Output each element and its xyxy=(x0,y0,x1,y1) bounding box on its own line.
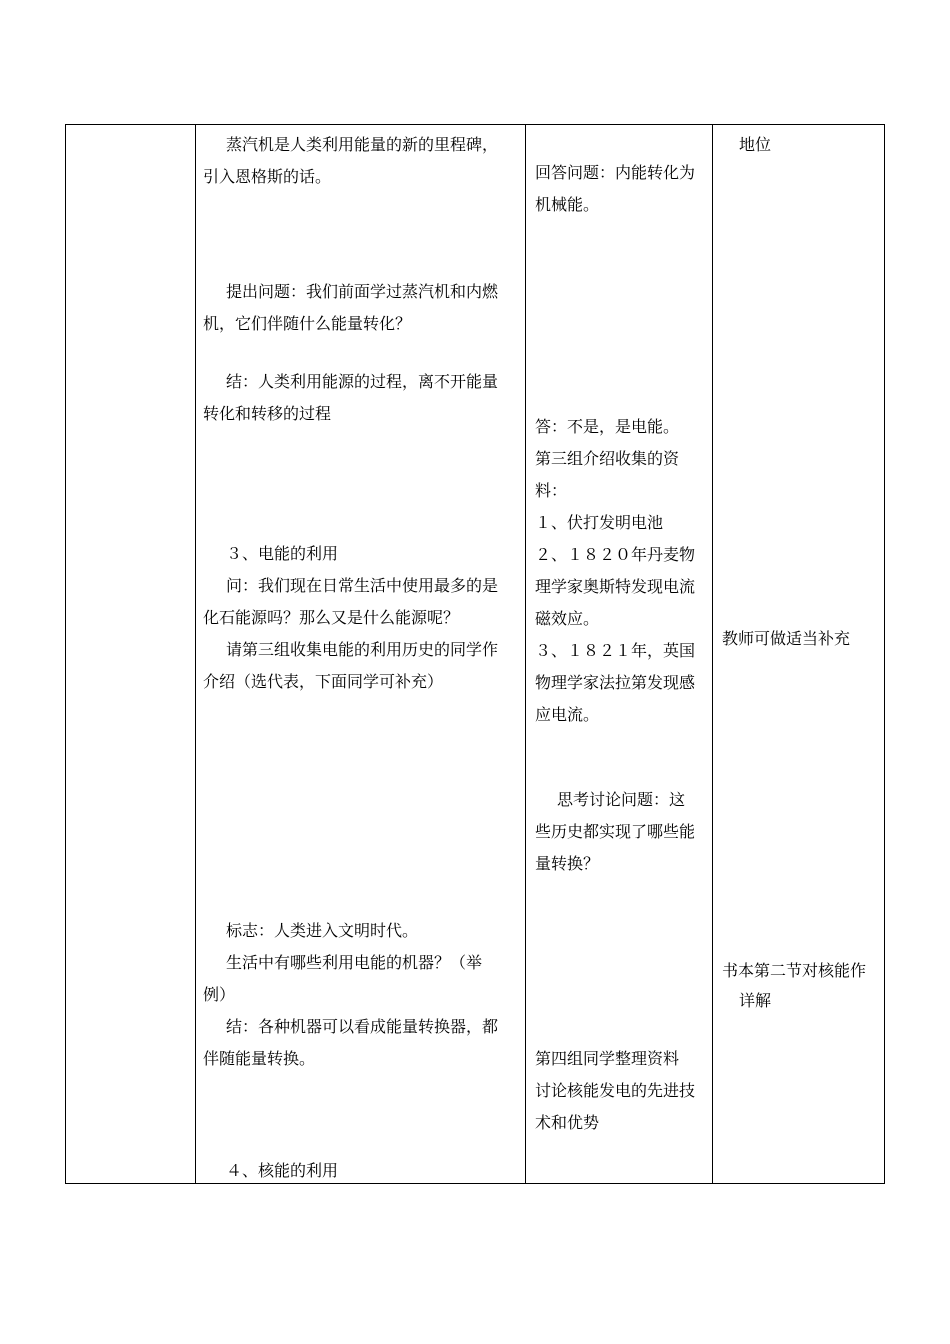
paragraph-line: 结：人类利用能源的过程，离不开能量 xyxy=(226,372,499,391)
section-heading: ４、核能的利用 xyxy=(226,1161,339,1180)
list-item: 物理学家法拉第发现感 xyxy=(535,673,696,692)
paragraph-line: 标志：人类进入文明时代。 xyxy=(226,921,419,940)
paragraph-line: 术和优势 xyxy=(535,1113,600,1132)
list-item: 磁效应。 xyxy=(535,609,600,628)
paragraph-line: 介绍（选代表，下面同学可补充） xyxy=(203,672,444,691)
list-item: ２、１８２０年丹麦物 xyxy=(535,545,696,564)
paragraph-line: 结：各种机器可以看成能量转换器，都 xyxy=(226,1017,499,1036)
paragraph-line: 第四组同学整理资料 xyxy=(535,1049,680,1068)
paragraph-line: 生活中有哪些利用电能的机器？（举 xyxy=(226,953,483,972)
stage-column-cell xyxy=(66,125,195,1183)
paragraph-line: 答：不是，是电能。 xyxy=(535,417,680,436)
paragraph-line: 蒸汽机是人类利用能量的新的里程碑， xyxy=(226,135,499,154)
paragraph-line: 些历史都实现了哪些能 xyxy=(535,822,696,841)
list-item: 理学家奥斯特发现电流 xyxy=(535,577,696,596)
paragraph-line: 伴随能量转换。 xyxy=(203,1049,316,1068)
notes-cell xyxy=(712,125,886,1183)
paragraph-line: 请第三组收集电能的利用历史的同学作 xyxy=(226,640,499,659)
note-text: 书本第二节对核能作 xyxy=(722,961,867,980)
paragraph-line: 第三组介绍收集的资 xyxy=(535,449,680,468)
paragraph-line: 量转换？ xyxy=(535,854,600,873)
lesson-plan-table xyxy=(65,124,885,1184)
paragraph-line: 引入恩格斯的话。 xyxy=(203,167,332,186)
note-text: 详解 xyxy=(739,991,772,1010)
note-text: 地位 xyxy=(739,135,772,154)
list-item: １、伏打发明电池 xyxy=(535,513,664,532)
paragraph-line: 机，它们伴随什么能量转化？ xyxy=(203,314,412,333)
paragraph-line: 转化和转移的过程 xyxy=(203,404,332,423)
student-activity-cell xyxy=(525,125,712,1183)
paragraph-line: 例） xyxy=(203,985,236,1004)
teacher-activity-cell xyxy=(195,125,525,1183)
paragraph-line: 提出问题：我们前面学过蒸汽机和内燃 xyxy=(226,282,499,301)
list-item: 应电流。 xyxy=(535,705,600,724)
paragraph-line: 回答问题：内能转化为 xyxy=(535,163,696,182)
paragraph-line: 机械能。 xyxy=(535,195,600,214)
paragraph-line: 思考讨论问题：这 xyxy=(557,790,686,809)
paragraph-line: 化石能源吗？那么又是什么能源呢？ xyxy=(203,608,460,627)
list-item: ３、１８２１年，英国 xyxy=(535,641,696,660)
section-heading: ３、电能的利用 xyxy=(226,544,339,563)
paragraph-line: 讨论核能发电的先进技 xyxy=(535,1081,696,1100)
note-text: 教师可做适当补充 xyxy=(722,629,851,648)
paragraph-line: 问：我们现在日常生活中使用最多的是 xyxy=(226,576,499,595)
paragraph-line: 料： xyxy=(535,481,568,500)
